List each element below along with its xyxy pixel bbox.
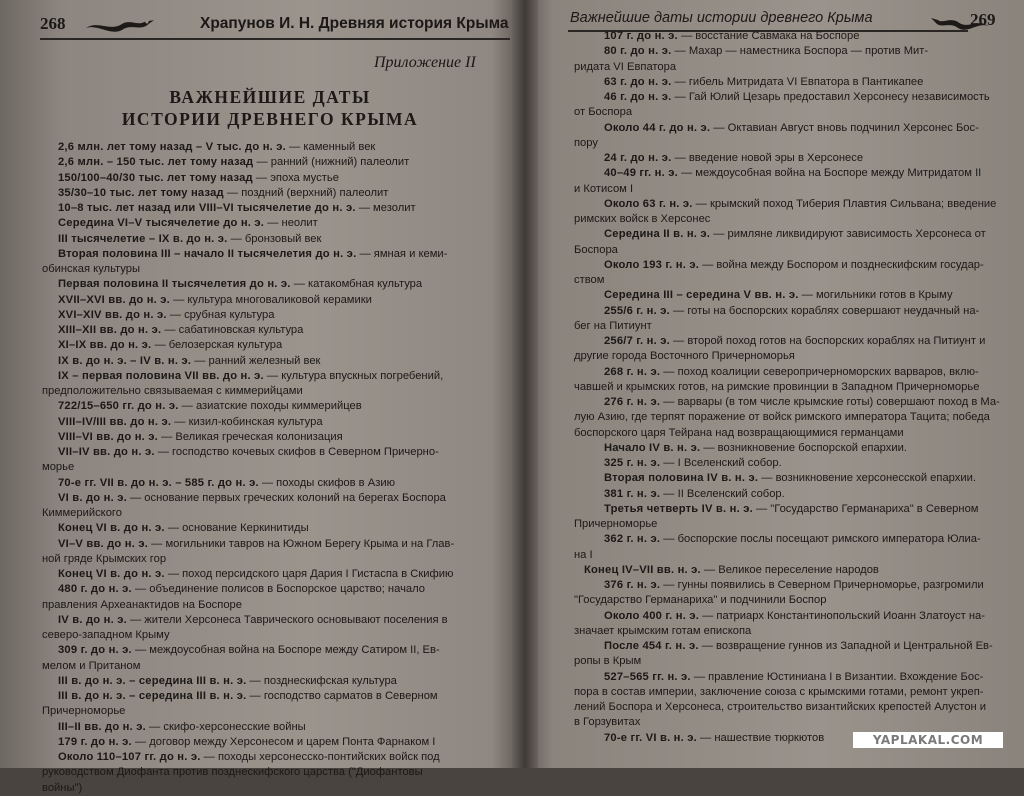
date-label: VIII–VI вв. до н. э. — [58, 430, 158, 443]
text-line — [604, 334, 1004, 349]
event-text: — культура впускных погребений, — [263, 369, 444, 382]
date-label: III–II вв. до н. э. — [58, 720, 146, 733]
right-page-number: 269 — [970, 10, 996, 29]
left-header — [40, 12, 509, 40]
date-label: VIII–IV/III вв. до н. э. — [58, 415, 172, 428]
date-label: 376 г. н. э. — [604, 579, 661, 591]
text-line — [574, 700, 1004, 715]
event-text: — Махар — наместника Боспора — против Мит- — [671, 45, 929, 58]
event-text: — гибель Митридата VI Евпатора в Пантикапее — [671, 75, 924, 88]
text-line — [604, 227, 1004, 242]
text-line — [42, 704, 498, 719]
date-label: 309 г. до н. э. — [58, 644, 132, 657]
text-line — [604, 151, 1004, 166]
event-text: правления Археанактидов на Боспоре — [42, 598, 242, 611]
date-label: 63 г. до н. э. — [604, 75, 672, 88]
event-text: руководством Диофанта против позднескифского царства ("Диофантовы — [42, 766, 423, 779]
text-line — [604, 609, 1004, 624]
text-line — [604, 456, 1004, 471]
date-label: XIII–XII вв. до н. э. — [58, 324, 162, 336]
event-text: — каменный век — [285, 141, 376, 153]
text-line — [42, 659, 498, 674]
text-line — [58, 277, 498, 292]
left-running-head: Храпунов И. Н. Древняя история Крыма — [200, 15, 509, 32]
event-text: — II Вселенский собор. — [660, 487, 785, 500]
text-line — [604, 471, 1004, 486]
book-gutter — [512, 0, 538, 768]
event-text: пору — [574, 136, 598, 149]
event-text: — "Государство Германариха" в Северном — [752, 502, 979, 515]
date-label: VII–IV вв. до н. э. — [58, 446, 155, 458]
text-line — [574, 60, 1004, 75]
date-label: 480 г. до н. э. — [58, 583, 132, 596]
text-line — [574, 517, 1004, 532]
text-line — [58, 689, 498, 704]
text-line — [58, 582, 498, 597]
text-line — [604, 670, 1004, 685]
text-line — [574, 685, 1004, 700]
right-entries — [574, 29, 1004, 746]
text-line — [58, 369, 498, 384]
event-text: "Государство Германариха" и подчинили Боспор — [574, 594, 827, 607]
text-line — [58, 186, 498, 201]
event-text: морье — [42, 461, 75, 474]
text-line — [58, 521, 498, 536]
event-text: — объединение полисов в Боспорское царство; начало — [131, 583, 425, 596]
event-text: — Октавиан Август вновь подчинил Херсонес Бос- — [710, 121, 979, 134]
date-label: Первая половина II тысячелетия до н. э. — [58, 278, 291, 291]
event-text: бег на Питиунт — [574, 319, 652, 332]
event-text: — междоусобная война на Боспоре между Митридатом II — [677, 167, 982, 180]
watermark: YAPLAKAL.COM — [853, 732, 1003, 748]
event-text: мелом и Пританом — [42, 659, 141, 672]
event-text: — второй поход готов на боспорских кораблях на Питиунт и — [669, 335, 986, 347]
date-label: IX – первая половина VII вв. до н. э. — [58, 369, 264, 382]
date-label: 150/100–40/30 тыс. лет тому назад — [58, 171, 253, 184]
appendix-label: Приложение II — [374, 54, 476, 71]
date-label: Конец IV–VII вв. н. э. — [584, 563, 701, 576]
text-line — [574, 105, 1004, 120]
event-text: — походы херсонесско-понтийских войск под — [200, 751, 440, 763]
text-line — [58, 476, 498, 491]
left-page-number: 268 — [40, 14, 66, 33]
text-line — [42, 552, 498, 567]
event-text: — возникновение херсонесской епархии. — [758, 472, 976, 485]
event-text: — белозерская культура — [151, 339, 283, 352]
event-text: — срубная культура — [166, 308, 275, 321]
text-line — [574, 715, 1004, 730]
event-text: войны") — [42, 781, 83, 794]
date-label: 722/15–650 гг. до н. э. — [58, 400, 179, 413]
event-text: и Котисом I — [574, 182, 634, 195]
text-line — [604, 395, 1004, 410]
date-label: 256/7 г. н. э. — [604, 335, 670, 347]
text-line — [58, 232, 498, 247]
date-label: III в. до н. э. – середина III в. н. э. — [58, 674, 247, 687]
text-line — [58, 399, 498, 414]
text-line — [58, 308, 498, 323]
page-title — [120, 86, 420, 130]
date-label: 80 г. до н. э. — [604, 45, 672, 58]
event-text: — мезолит — [355, 202, 416, 214]
event-text: — междоусобная война на Боспоре между Сатиром II, Ев- — [131, 644, 440, 657]
event-text: — Великое переселение народов — [700, 563, 879, 576]
event-text: — Великая греческая колонизация — [157, 430, 343, 443]
event-text: Киммерийского — [42, 507, 122, 519]
event-text: — могильники тавров на Южном Берегу Крыма и на Глав- — [148, 537, 455, 550]
event-text: — римляне ликвидируют зависимость Херсонеса от — [710, 228, 986, 241]
event-text: северо-западном Крыму — [42, 629, 170, 641]
text-line — [604, 578, 1004, 593]
date-label: Конец VI в. до н. э. — [58, 568, 165, 580]
event-text: лую Азию, где терпят поражение от войск римского императора Тацита; победа — [574, 411, 990, 424]
date-label: 46 г. до н. э. — [604, 91, 672, 103]
date-label: IV в. до н. э. — [58, 613, 127, 626]
text-line — [574, 380, 1004, 395]
text-line — [604, 75, 1004, 90]
event-text: пора в состав империи, заключение союза с крымскими готами, ремонт укреп- — [574, 685, 984, 698]
date-label: Вторая половина IV в. н. э. — [604, 472, 759, 485]
text-line — [574, 624, 1004, 639]
date-label: Около 63 г. н. э. — [604, 197, 693, 210]
event-text: — боспорские послы посещают римского императора Юлиа- — [660, 533, 981, 546]
text-line — [604, 121, 1004, 136]
event-text: — Гай Юлий Цезарь предоставил Херсонесу независимость — [671, 91, 990, 103]
title-line-1: ВАЖНЕЙШИЕ ДАТЫ — [169, 87, 371, 107]
date-label: 527–565 гг. н. э. — [604, 670, 691, 683]
text-line — [58, 567, 498, 582]
text-line — [604, 532, 1004, 547]
event-text: — введение новой эры в Херсонесе — [671, 152, 864, 164]
date-label: 35/30–10 тыс. лет тому назад — [58, 186, 224, 199]
text-line — [604, 502, 1004, 517]
text-line — [42, 262, 498, 277]
date-label: VI в. до н. э. — [58, 491, 127, 504]
event-text: — господство сарматов в Северном — [246, 690, 438, 702]
event-text: — готы на боспорских кораблях совершают неудачный на- — [669, 304, 980, 317]
text-line — [58, 201, 498, 216]
text-line — [574, 654, 1004, 669]
event-text: значает крымским готам епископа — [574, 624, 752, 637]
text-line — [574, 273, 1004, 288]
text-line — [58, 491, 498, 506]
text-line — [58, 171, 498, 186]
text-line — [58, 323, 498, 338]
date-label: III тысячелетие – IX в. до н. э. — [58, 232, 228, 245]
text-line — [604, 441, 1004, 456]
date-label: XVII–XVI вв. до н. э. — [58, 293, 170, 306]
text-line — [58, 415, 498, 430]
text-line — [604, 44, 1004, 59]
event-text: — походы скифов в Азию — [258, 476, 395, 489]
event-text: — жители Херсонеса Таврического основывают поселения в — [126, 613, 448, 626]
title-line-2: ИСТОРИИ ДРЕВНЕГО КРЫМА — [121, 109, 419, 129]
date-label: 255/6 г. н. э. — [604, 304, 670, 317]
event-text: лений Боспора и Херсонеса, строительство византийских крепостей Алустон и — [574, 701, 987, 713]
event-text: — основание Керкинитиды — [164, 522, 309, 535]
event-text: — варвары (в том числе крымские готы) совершают поход в Ма- — [660, 396, 1000, 408]
event-text: — восстание Савмака на Боспоре — [677, 30, 860, 42]
event-text: — позднескифская культура — [246, 674, 397, 687]
date-label: VI–V вв. до н. э. — [58, 537, 149, 550]
text-line — [574, 410, 1004, 425]
event-text: — война между Боспором и позднескифским государ- — [699, 258, 984, 271]
left-entries — [42, 140, 498, 796]
date-label: 325 г. н. э. — [604, 457, 661, 469]
event-text: — господство кочевых скифов в Северном Причерно- — [154, 446, 439, 458]
text-line — [604, 639, 1004, 654]
date-label: Около 110–107 гг. до н. э. — [58, 751, 201, 763]
event-text: — крымский поход Тиберия Плавтия Сильвана; введение — [692, 197, 997, 210]
date-label: 70-е гг. VII в. до н. э. – 585 г. до н. э. — [58, 476, 259, 489]
date-label: Начало IV в. н. э. — [604, 441, 701, 454]
text-line — [42, 460, 498, 475]
text-line — [58, 720, 498, 735]
event-text: — бронзовый век — [227, 232, 322, 245]
event-text: — скифо-херсонесские войны — [145, 720, 306, 733]
date-label: Около 193 г. н. э. — [604, 258, 699, 271]
date-label: 268 г. н. э. — [604, 365, 661, 378]
event-text: — ранний (нижний) палеолит — [253, 156, 410, 169]
event-text: — нашествие тюркютов — [696, 731, 825, 744]
event-text: Причерноморье — [42, 705, 126, 718]
event-text: предположительно связываемая с киммерийцами — [42, 385, 303, 397]
text-line — [42, 781, 498, 796]
text-line — [58, 674, 498, 689]
event-text: — неолит — [264, 217, 318, 230]
text-line — [58, 140, 498, 155]
date-label: 381 г. н. э. — [604, 487, 661, 500]
event-text: чавшей и крымских готов, на римские провинции в Западном Причерноморье — [574, 380, 980, 393]
event-text: обинская культуры — [42, 263, 141, 275]
event-text: Боспора — [574, 243, 618, 256]
event-text: — ранний железный век — [191, 354, 321, 367]
date-label: 362 г. н. э. — [604, 533, 661, 546]
date-label: 40–49 гг. н. э. — [604, 167, 678, 180]
date-label: IX в. до н. э. – IV в. н. э. — [58, 354, 192, 367]
date-label: Около 400 г. н. э. — [604, 609, 699, 622]
event-text: ством — [574, 274, 605, 286]
date-label: Около 44 г. до н. э. — [604, 121, 711, 134]
text-line — [584, 563, 1004, 578]
text-line — [574, 426, 1004, 441]
date-label: XVI–XIV вв. до н. э. — [58, 308, 167, 321]
event-text: на I — [574, 548, 593, 561]
event-text: — культура многоваликовой керамики — [169, 293, 372, 306]
date-label: 276 г. н. э. — [604, 396, 661, 408]
event-text: — эпоха мустье — [252, 171, 339, 184]
event-text: от Боспора — [574, 106, 633, 119]
text-line — [574, 319, 1004, 334]
text-line — [58, 613, 498, 628]
text-line — [604, 90, 1004, 105]
lizard-ornament-icon — [84, 14, 156, 36]
text-line — [574, 349, 1004, 364]
event-text: — возникновение боспорской епархии. — [700, 441, 907, 454]
date-label: III в. до н. э. – середина III в. н. э. — [58, 690, 247, 702]
text-line — [58, 643, 498, 658]
text-line — [58, 293, 498, 308]
text-line — [58, 445, 498, 460]
text-line — [42, 506, 498, 521]
right-page — [538, 0, 1024, 768]
text-line — [42, 628, 498, 643]
text-line — [58, 247, 498, 262]
date-label: 24 г. до н. э. — [604, 152, 672, 164]
date-label: Середина II в. н. э. — [604, 228, 711, 241]
text-line — [58, 735, 498, 750]
event-text: ридата VI Евпатора — [574, 60, 677, 73]
event-text: — поход коалиции северопричерноморских варваров, вклю- — [660, 365, 979, 378]
event-text: в Горзувитах — [574, 716, 641, 729]
text-line — [574, 243, 1004, 258]
event-text: — I Вселенский собор. — [660, 457, 782, 469]
event-text: — могильники готов в Крыму — [798, 289, 953, 302]
event-text: ропы в Крым — [574, 655, 642, 668]
date-label: 2,6 млн. лет тому назад – V тыс. до н. э. — [58, 141, 286, 153]
text-line — [58, 155, 498, 170]
date-label: Вторая половина III – начало II тысячелетия до н. э. — [58, 247, 357, 260]
date-label: XI–IX вв. до н. э. — [58, 339, 152, 352]
date-label: Середина VI–V тысячелетие до н. э. — [58, 217, 265, 230]
date-label: После 454 г. н. э. — [604, 640, 699, 652]
date-label: Третья четверть IV в. н. э. — [604, 502, 753, 515]
text-line — [574, 548, 1004, 563]
text-line — [58, 750, 498, 765]
text-line — [604, 29, 1004, 44]
event-text: римских войск в Херсонес — [574, 213, 711, 225]
text-line — [58, 216, 498, 231]
text-line — [58, 537, 498, 552]
date-label: 107 г. до н. э. — [604, 30, 678, 42]
text-line — [604, 166, 1004, 181]
text-line — [58, 430, 498, 445]
text-line — [604, 304, 1004, 319]
event-text: — патриарх Константинопольский Иоанн Златоуст на- — [699, 609, 985, 622]
text-line — [604, 487, 1004, 502]
text-line — [604, 258, 1004, 273]
text-line — [604, 197, 1004, 212]
date-label: Середина III – середина V вв. н. э. — [604, 289, 799, 302]
event-text: — поход персидского царя Дария I Гистаспа в Скифию — [164, 568, 454, 580]
event-text: — катакомбная культура — [290, 278, 423, 291]
text-line — [574, 136, 1004, 151]
event-text: — сабатиновская культура — [161, 324, 304, 336]
date-label: 70-е гг. VI в. н. э. — [604, 731, 697, 744]
date-label: Конец VI в. до н. э. — [58, 522, 165, 535]
text-line — [574, 593, 1004, 608]
text-line — [42, 598, 498, 613]
event-text: боспорского царя Тейрана над возвращающимися германцами — [574, 426, 904, 439]
left-header-rule — [40, 38, 510, 40]
text-line — [574, 212, 1004, 227]
event-text: — возвращение гуннов из Западной и Центральной Ев- — [698, 640, 993, 652]
date-label: 10–8 тыс. лет назад или VIII–VI тысячелетие до н. э. — [58, 202, 356, 214]
event-text: Причерноморье — [574, 518, 658, 530]
right-running-head: Важнейшие даты истории древнего Крыма — [570, 10, 873, 26]
event-text: — гунны появились в Северном Причерноморье, разгромили — [660, 579, 984, 591]
date-label: 179 г. до н. э. — [58, 735, 132, 748]
event-text: — поздний (верхний) палеолит — [223, 186, 389, 199]
event-text: — договор между Херсонесом и царем Понта Фарнаком I — [131, 735, 436, 748]
text-line — [574, 182, 1004, 197]
text-line — [58, 338, 498, 353]
event-text: — ямная и кеми- — [356, 247, 448, 260]
date-label: 2,6 млн. – 150 тыс. лет тому назад — [58, 156, 254, 169]
event-text: ной гряде Крымских гор — [42, 552, 167, 565]
event-text: — кизил-кобинская культура — [171, 415, 323, 428]
event-text: другие города Восточного Причерноморья — [574, 350, 795, 363]
text-line — [604, 288, 1004, 303]
text-line — [42, 384, 498, 399]
event-text: — основание первых греческих колоний на берегах Боспора — [126, 491, 446, 504]
text-line — [604, 365, 1004, 380]
event-text: — азиатские походы киммерийцев — [178, 400, 362, 413]
text-line — [58, 354, 498, 369]
event-text: — правление Юстиниана I в Византии. Вхождение Бос- — [690, 670, 984, 683]
